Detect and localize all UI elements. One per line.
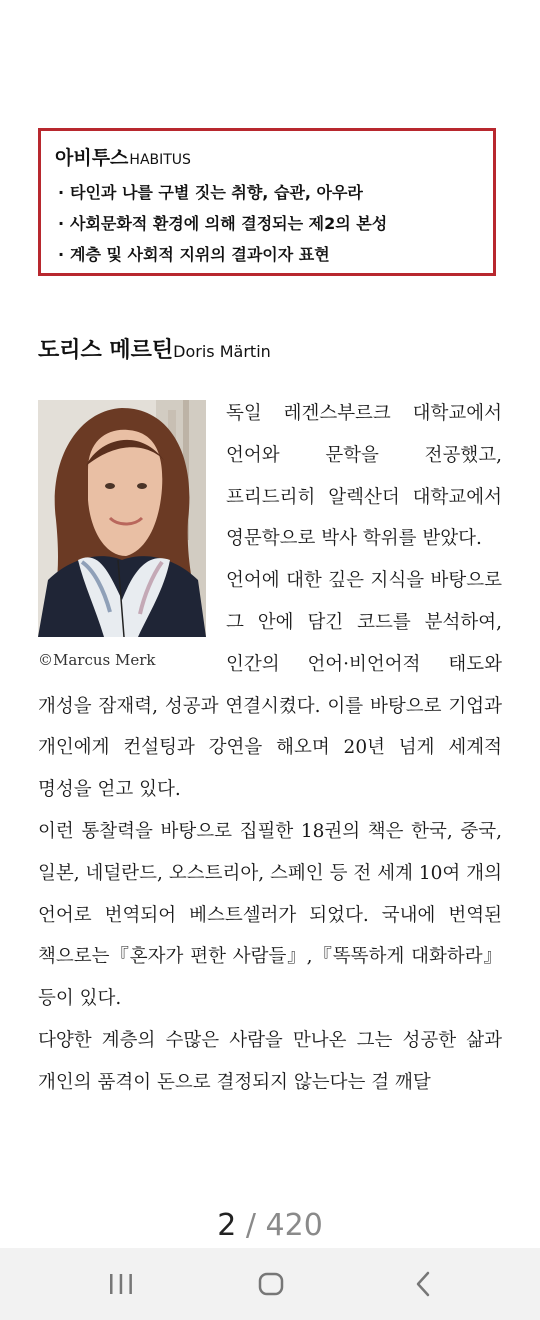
bullet: · [57, 214, 65, 233]
back-button[interactable] [402, 1266, 446, 1302]
page-indicator[interactable] [0, 1206, 540, 1246]
box-item-1 [55, 177, 479, 208]
author-name-korean: 도리스 메르틴 [38, 338, 174, 363]
bio-paragraph-2: 언어에 대한 깊은 지식을 바탕으로 그 안에 담긴 코드를 분석하여, 인간의 언어·비언어적 태도와 개성을 잠재력, 성공과 연결시켰다. 이를 바탕으로 기업과 개인에게 컨설팅과 강연을 해오며 20년 넘게 세계적 명성을 얻고 있다. [38, 570, 502, 801]
photo-caption: ©Marcus Merk [38, 651, 156, 669]
bio-paragraph-3: 이런 통찰력을 바탕으로 집필한 18권의 책은 한국, 중국, 일본, 네덜란드, 오스트리아, 스페인 등 전 세계 10여 개의 언어로 번역되어 베스트셀러가 되었다. 국내에 번역된 책으로는『혼자가 편한 사람들』,『똑똑하게 대화하라』 등이 있다. [38, 820, 502, 1010]
box-item-text: 계층 및 사회적 지위의 결과이자 표현 [70, 245, 330, 264]
current-page: 2 [217, 1208, 237, 1243]
box-title [55, 145, 479, 173]
recent-apps-icon [107, 1272, 135, 1296]
bullet: · [57, 183, 65, 202]
bio-paragraph-4: 다양한 계층의 수많은 사람을 만나온 그는 성공한 삶과 개인의 품격이 돈으로 결정되지 않는다는 걸 깨달 [38, 1029, 502, 1093]
home-button[interactable] [249, 1266, 293, 1302]
box-item-3 [55, 239, 479, 270]
system-navigation-bar [0, 1248, 540, 1320]
author-name-latin: Doris Märtin [173, 342, 271, 361]
box-item-text: 타인과 나를 구별 짓는 취향, 습관, 아우라 [70, 183, 363, 202]
author-bio-text [38, 393, 502, 1104]
habitus-definition-box [38, 128, 496, 276]
box-item-2 [55, 208, 479, 239]
back-icon [412, 1270, 436, 1298]
total-pages: 420 [265, 1208, 323, 1243]
image-float-spacer [38, 393, 226, 685]
home-icon [257, 1271, 285, 1297]
author-name [38, 336, 271, 367]
page-separator: / [245, 1208, 256, 1243]
box-item-text: 사회문화적 환경에 의해 결정되는 제2의 본성 [70, 214, 388, 233]
recent-apps-button[interactable] [99, 1266, 143, 1302]
bullet: · [57, 245, 65, 264]
box-title-korean: 아비투스 [55, 147, 129, 169]
box-title-latin: HABITUS [129, 152, 191, 168]
bio-paragraph-1: 독일 레겐스부르크 대학교에서 언어와 문학을 전공했고, 프리드리히 알렉산더 대학교에서 영문학으로 박사 학위를 받았다. [226, 403, 502, 550]
